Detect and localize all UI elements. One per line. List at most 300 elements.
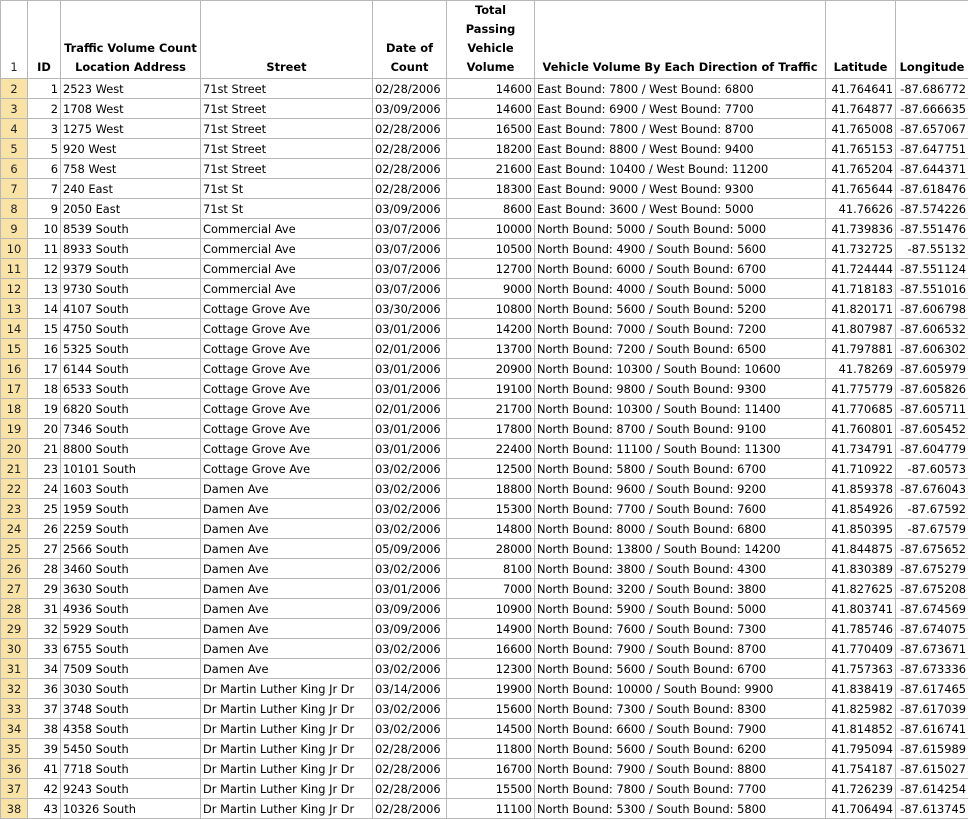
table-row[interactable] <box>1 719 968 739</box>
table-row[interactable] <box>1 439 968 459</box>
cell-id[interactable]: 7 <box>28 179 61 199</box>
cell-longitude[interactable]: -87.616741 <box>896 719 968 739</box>
cell-latitude[interactable]: 41.785746 <box>826 619 896 639</box>
cell-volume[interactable]: 17800 <box>447 419 535 439</box>
cell-direction[interactable]: North Bound: 9800 / South Bound: 9300 <box>535 379 826 399</box>
table-row[interactable] <box>1 579 968 599</box>
table-row[interactable] <box>1 639 968 659</box>
row-header[interactable]: 27 <box>1 579 28 599</box>
cell-address[interactable]: 240 East <box>61 179 201 199</box>
cell-date[interactable]: 03/02/2006 <box>373 659 447 679</box>
cell-date[interactable]: 03/01/2006 <box>373 379 447 399</box>
cell-direction[interactable]: North Bound: 5600 / South Bound: 5200 <box>535 299 826 319</box>
cell-date[interactable]: 03/09/2006 <box>373 99 447 119</box>
cell-direction[interactable]: North Bound: 7300 / South Bound: 8300 <box>535 699 826 719</box>
cell-latitude[interactable]: 41.803741 <box>826 599 896 619</box>
cell-id[interactable]: 19 <box>28 399 61 419</box>
cell-longitude[interactable]: -87.614254 <box>896 779 968 799</box>
cell-longitude[interactable]: -87.617039 <box>896 699 968 719</box>
cell-date[interactable]: 03/07/2006 <box>373 259 447 279</box>
cell-direction[interactable]: North Bound: 8000 / South Bound: 6800 <box>535 519 826 539</box>
cell-latitude[interactable]: 41.706494 <box>826 799 896 819</box>
cell-id[interactable]: 24 <box>28 479 61 499</box>
cell-volume[interactable]: 7000 <box>447 579 535 599</box>
row-header[interactable]: 29 <box>1 619 28 639</box>
cell-street[interactable]: Dr Martin Luther King Jr Dr <box>201 799 373 819</box>
column-header-longitude[interactable]: Longitude <box>896 1 968 79</box>
cell-id[interactable]: 10 <box>28 219 61 239</box>
cell-date[interactable]: 05/09/2006 <box>373 539 447 559</box>
cell-latitude[interactable]: 41.770685 <box>826 399 896 419</box>
cell-street[interactable]: Cottage Grove Ave <box>201 359 373 379</box>
cell-date[interactable]: 03/01/2006 <box>373 419 447 439</box>
row-header[interactable]: 34 <box>1 719 28 739</box>
cell-volume[interactable]: 8100 <box>447 559 535 579</box>
cell-latitude[interactable]: 41.765644 <box>826 179 896 199</box>
row-header[interactable]: 37 <box>1 779 28 799</box>
cell-latitude[interactable]: 41.775779 <box>826 379 896 399</box>
cell-street[interactable]: Dr Martin Luther King Jr Dr <box>201 759 373 779</box>
table-row[interactable] <box>1 319 968 339</box>
column-header-address[interactable]: Traffic Volume Count Location Address <box>61 1 201 79</box>
table-row[interactable] <box>1 659 968 679</box>
cell-date[interactable]: 03/02/2006 <box>373 499 447 519</box>
row-header[interactable]: 38 <box>1 799 28 819</box>
cell-direction[interactable]: North Bound: 10000 / South Bound: 9900 <box>535 679 826 699</box>
cell-date[interactable]: 02/28/2006 <box>373 799 447 819</box>
row-header[interactable]: 12 <box>1 279 28 299</box>
cell-street[interactable]: 71st Street <box>201 119 373 139</box>
cell-address[interactable]: 5325 South <box>61 339 201 359</box>
cell-address[interactable]: 3748 South <box>61 699 201 719</box>
cell-latitude[interactable]: 41.764641 <box>826 79 896 99</box>
cell-street[interactable]: Dr Martin Luther King Jr Dr <box>201 679 373 699</box>
cell-volume[interactable]: 28000 <box>447 539 535 559</box>
cell-street[interactable]: Cottage Grove Ave <box>201 459 373 479</box>
cell-address[interactable]: 5450 South <box>61 739 201 759</box>
cell-direction[interactable]: East Bound: 8800 / West Bound: 9400 <box>535 139 826 159</box>
table-row[interactable] <box>1 419 968 439</box>
table-row[interactable] <box>1 499 968 519</box>
table-row[interactable] <box>1 159 968 179</box>
cell-address[interactable]: 1708 West <box>61 99 201 119</box>
cell-latitude[interactable]: 41.734791 <box>826 439 896 459</box>
table-row[interactable] <box>1 279 968 299</box>
row-header[interactable]: 16 <box>1 359 28 379</box>
table-row[interactable] <box>1 459 968 479</box>
cell-latitude[interactable]: 41.765008 <box>826 119 896 139</box>
row-header[interactable]: 5 <box>1 139 28 159</box>
cell-direction[interactable]: North Bound: 10300 / South Bound: 11400 <box>535 399 826 419</box>
row-header[interactable]: 14 <box>1 319 28 339</box>
cell-latitude[interactable]: 41.770409 <box>826 639 896 659</box>
cell-longitude[interactable]: -87.675279 <box>896 559 968 579</box>
table-row[interactable] <box>1 239 968 259</box>
table-row[interactable] <box>1 799 968 819</box>
row-header[interactable]: 2 <box>1 79 28 99</box>
cell-id[interactable]: 42 <box>28 779 61 799</box>
cell-direction[interactable]: North Bound: 3200 / South Bound: 3800 <box>535 579 826 599</box>
cell-volume[interactable]: 14900 <box>447 619 535 639</box>
cell-id[interactable]: 16 <box>28 339 61 359</box>
cell-date[interactable]: 03/02/2006 <box>373 699 447 719</box>
cell-direction[interactable]: North Bound: 5600 / South Bound: 6200 <box>535 739 826 759</box>
cell-street[interactable]: Damen Ave <box>201 539 373 559</box>
cell-direction[interactable]: North Bound: 6000 / South Bound: 6700 <box>535 259 826 279</box>
cell-address[interactable]: 3630 South <box>61 579 201 599</box>
cell-street[interactable]: Commercial Ave <box>201 219 373 239</box>
cell-volume[interactable]: 10800 <box>447 299 535 319</box>
cell-longitude[interactable]: -87.674075 <box>896 619 968 639</box>
table-row[interactable] <box>1 219 968 239</box>
cell-id[interactable]: 14 <box>28 299 61 319</box>
table-row[interactable] <box>1 259 968 279</box>
cell-longitude[interactable]: -87.605452 <box>896 419 968 439</box>
cell-street[interactable]: 71st Street <box>201 99 373 119</box>
cell-street[interactable]: 71st Street <box>201 79 373 99</box>
row-header[interactable]: 9 <box>1 219 28 239</box>
cell-id[interactable]: 12 <box>28 259 61 279</box>
cell-direction[interactable]: North Bound: 4900 / South Bound: 5600 <box>535 239 826 259</box>
row-header[interactable]: 21 <box>1 459 28 479</box>
cell-direction[interactable]: East Bound: 7800 / West Bound: 6800 <box>535 79 826 99</box>
cell-address[interactable]: 7346 South <box>61 419 201 439</box>
cell-date[interactable]: 03/02/2006 <box>373 459 447 479</box>
cell-id[interactable]: 21 <box>28 439 61 459</box>
table-row[interactable] <box>1 759 968 779</box>
cell-id[interactable]: 38 <box>28 719 61 739</box>
cell-latitude[interactable]: 41.830389 <box>826 559 896 579</box>
cell-latitude[interactable]: 41.726239 <box>826 779 896 799</box>
cell-latitude[interactable]: 41.795094 <box>826 739 896 759</box>
cell-latitude[interactable]: 41.764877 <box>826 99 896 119</box>
cell-id[interactable]: 27 <box>28 539 61 559</box>
cell-address[interactable]: 4358 South <box>61 719 201 739</box>
cell-date[interactable]: 03/14/2006 <box>373 679 447 699</box>
cell-address[interactable]: 1603 South <box>61 479 201 499</box>
cell-street[interactable]: Commercial Ave <box>201 239 373 259</box>
cell-id[interactable]: 29 <box>28 579 61 599</box>
cell-street[interactable]: Damen Ave <box>201 659 373 679</box>
cell-latitude[interactable]: 41.797881 <box>826 339 896 359</box>
table-row[interactable] <box>1 99 968 119</box>
cell-latitude[interactable]: 41.739836 <box>826 219 896 239</box>
cell-latitude[interactable]: 41.78269 <box>826 359 896 379</box>
cell-longitude[interactable]: -87.615027 <box>896 759 968 779</box>
cell-street[interactable]: Damen Ave <box>201 479 373 499</box>
row-header[interactable]: 35 <box>1 739 28 759</box>
row-header[interactable]: 28 <box>1 599 28 619</box>
cell-id[interactable]: 3 <box>28 119 61 139</box>
cell-date[interactable]: 03/07/2006 <box>373 219 447 239</box>
cell-latitude[interactable]: 41.838419 <box>826 679 896 699</box>
cell-volume[interactable]: 14500 <box>447 719 535 739</box>
cell-direction[interactable]: North Bound: 5000 / South Bound: 5000 <box>535 219 826 239</box>
cell-direction[interactable]: East Bound: 9000 / West Bound: 9300 <box>535 179 826 199</box>
cell-address[interactable]: 6755 South <box>61 639 201 659</box>
cell-address[interactable]: 8800 South <box>61 439 201 459</box>
cell-latitude[interactable]: 41.754187 <box>826 759 896 779</box>
cell-latitude[interactable]: 41.710922 <box>826 459 896 479</box>
cell-address[interactable]: 2050 East <box>61 199 201 219</box>
table-row[interactable] <box>1 679 968 699</box>
table-row[interactable] <box>1 559 968 579</box>
cell-longitude[interactable]: -87.606532 <box>896 319 968 339</box>
cell-id[interactable]: 15 <box>28 319 61 339</box>
cell-address[interactable]: 1959 South <box>61 499 201 519</box>
cell-address[interactable]: 2523 West <box>61 79 201 99</box>
cell-street[interactable]: Cottage Grove Ave <box>201 299 373 319</box>
cell-date[interactable]: 02/01/2006 <box>373 339 447 359</box>
table-row[interactable] <box>1 739 968 759</box>
row-header[interactable]: 7 <box>1 179 28 199</box>
cell-longitude[interactable]: -87.613745 <box>896 799 968 819</box>
cell-longitude[interactable]: -87.67579 <box>896 519 968 539</box>
cell-volume[interactable]: 22400 <box>447 439 535 459</box>
cell-direction[interactable]: East Bound: 3600 / West Bound: 5000 <box>535 199 826 219</box>
cell-date[interactable]: 02/28/2006 <box>373 139 447 159</box>
row-header[interactable]: 26 <box>1 559 28 579</box>
cell-longitude[interactable]: -87.605826 <box>896 379 968 399</box>
cell-volume[interactable]: 19100 <box>447 379 535 399</box>
table-row[interactable] <box>1 539 968 559</box>
row-header[interactable]: 24 <box>1 519 28 539</box>
cell-volume[interactable]: 12700 <box>447 259 535 279</box>
cell-volume[interactable]: 14600 <box>447 79 535 99</box>
cell-street[interactable]: Damen Ave <box>201 559 373 579</box>
column-header-volume[interactable]: Total Passing Vehicle Volume <box>447 1 535 79</box>
cell-volume[interactable]: 13700 <box>447 339 535 359</box>
cell-address[interactable]: 6533 South <box>61 379 201 399</box>
cell-address[interactable]: 8933 South <box>61 239 201 259</box>
cell-id[interactable]: 6 <box>28 159 61 179</box>
table-row[interactable] <box>1 79 968 99</box>
cell-date[interactable]: 03/30/2006 <box>373 299 447 319</box>
column-header-street[interactable]: Street <box>201 1 373 79</box>
cell-latitude[interactable]: 41.844875 <box>826 539 896 559</box>
cell-date[interactable]: 02/28/2006 <box>373 739 447 759</box>
cell-address[interactable]: 5929 South <box>61 619 201 639</box>
cell-street[interactable]: 71st St <box>201 179 373 199</box>
cell-latitude[interactable]: 41.765204 <box>826 159 896 179</box>
cell-id[interactable]: 26 <box>28 519 61 539</box>
cell-longitude[interactable]: -87.674569 <box>896 599 968 619</box>
cell-street[interactable]: Cottage Grove Ave <box>201 419 373 439</box>
cell-address[interactable]: 6820 South <box>61 399 201 419</box>
cell-volume[interactable]: 21600 <box>447 159 535 179</box>
cell-id[interactable]: 2 <box>28 99 61 119</box>
cell-date[interactable]: 03/07/2006 <box>373 239 447 259</box>
cell-volume[interactable]: 15600 <box>447 699 535 719</box>
cell-direction[interactable]: North Bound: 5600 / South Bound: 6700 <box>535 659 826 679</box>
row-header[interactable]: 6 <box>1 159 28 179</box>
cell-latitude[interactable]: 41.724444 <box>826 259 896 279</box>
cell-volume[interactable]: 18200 <box>447 139 535 159</box>
cell-latitude[interactable]: 41.76626 <box>826 199 896 219</box>
cell-id[interactable]: 36 <box>28 679 61 699</box>
cell-direction[interactable]: North Bound: 9600 / South Bound: 9200 <box>535 479 826 499</box>
table-row[interactable] <box>1 619 968 639</box>
table-row[interactable] <box>1 399 968 419</box>
cell-address[interactable]: 6144 South <box>61 359 201 379</box>
cell-address[interactable]: 10101 South <box>61 459 201 479</box>
cell-id[interactable]: 39 <box>28 739 61 759</box>
cell-address[interactable]: 2259 South <box>61 519 201 539</box>
table-row[interactable] <box>1 479 968 499</box>
column-header-id[interactable]: ID <box>28 1 61 79</box>
cell-id[interactable]: 18 <box>28 379 61 399</box>
cell-id[interactable]: 33 <box>28 639 61 659</box>
cell-id[interactable]: 34 <box>28 659 61 679</box>
cell-id[interactable]: 32 <box>28 619 61 639</box>
cell-address[interactable]: 4107 South <box>61 299 201 319</box>
cell-date[interactable]: 03/01/2006 <box>373 579 447 599</box>
cell-latitude[interactable]: 41.820171 <box>826 299 896 319</box>
cell-street[interactable]: Cottage Grove Ave <box>201 379 373 399</box>
cell-address[interactable]: 8539 South <box>61 219 201 239</box>
cell-date[interactable]: 02/28/2006 <box>373 119 447 139</box>
row-header[interactable]: 36 <box>1 759 28 779</box>
table-row[interactable] <box>1 779 968 799</box>
cell-latitude[interactable]: 41.807987 <box>826 319 896 339</box>
table-row[interactable] <box>1 379 968 399</box>
cell-longitude[interactable]: -87.551016 <box>896 279 968 299</box>
cell-date[interactable]: 02/28/2006 <box>373 179 447 199</box>
cell-latitude[interactable]: 41.859378 <box>826 479 896 499</box>
cell-street[interactable]: Damen Ave <box>201 619 373 639</box>
cell-longitude[interactable]: -87.617465 <box>896 679 968 699</box>
cell-date[interactable]: 02/28/2006 <box>373 759 447 779</box>
cell-direction[interactable]: North Bound: 10300 / South Bound: 10600 <box>535 359 826 379</box>
cell-street[interactable]: 71st St <box>201 199 373 219</box>
row-header[interactable]: 25 <box>1 539 28 559</box>
row-header[interactable]: 8 <box>1 199 28 219</box>
cell-longitude[interactable]: -87.676043 <box>896 479 968 499</box>
cell-volume[interactable]: 15500 <box>447 779 535 799</box>
cell-id[interactable]: 20 <box>28 419 61 439</box>
row-header-1[interactable]: 1 <box>1 1 28 79</box>
cell-longitude[interactable]: -87.551476 <box>896 219 968 239</box>
cell-longitude[interactable]: -87.673336 <box>896 659 968 679</box>
cell-id[interactable]: 43 <box>28 799 61 819</box>
cell-volume[interactable]: 10000 <box>447 219 535 239</box>
cell-longitude[interactable]: -87.673671 <box>896 639 968 659</box>
cell-longitude[interactable]: -87.551124 <box>896 259 968 279</box>
cell-longitude[interactable]: -87.604779 <box>896 439 968 459</box>
cell-direction[interactable]: East Bound: 10400 / West Bound: 11200 <box>535 159 826 179</box>
cell-longitude[interactable]: -87.67592 <box>896 499 968 519</box>
table-row[interactable] <box>1 339 968 359</box>
cell-address[interactable]: 1275 West <box>61 119 201 139</box>
row-header[interactable]: 22 <box>1 479 28 499</box>
cell-street[interactable]: Dr Martin Luther King Jr Dr <box>201 719 373 739</box>
cell-date[interactable]: 02/28/2006 <box>373 159 447 179</box>
cell-id[interactable]: 31 <box>28 599 61 619</box>
column-header-latitude[interactable]: Latitude <box>826 1 896 79</box>
cell-volume[interactable]: 12300 <box>447 659 535 679</box>
cell-street[interactable]: Damen Ave <box>201 499 373 519</box>
cell-direction[interactable]: North Bound: 7000 / South Bound: 7200 <box>535 319 826 339</box>
table-row[interactable] <box>1 699 968 719</box>
cell-volume[interactable]: 9000 <box>447 279 535 299</box>
cell-date[interactable]: 03/02/2006 <box>373 479 447 499</box>
cell-id[interactable]: 17 <box>28 359 61 379</box>
cell-direction[interactable]: North Bound: 4000 / South Bound: 5000 <box>535 279 826 299</box>
cell-latitude[interactable]: 41.850395 <box>826 519 896 539</box>
cell-direction[interactable]: North Bound: 3800 / South Bound: 4300 <box>535 559 826 579</box>
cell-longitude[interactable]: -87.55132 <box>896 239 968 259</box>
cell-longitude[interactable]: -87.675652 <box>896 539 968 559</box>
cell-date[interactable]: 03/02/2006 <box>373 639 447 659</box>
cell-longitude[interactable]: -87.574226 <box>896 199 968 219</box>
row-header[interactable]: 19 <box>1 419 28 439</box>
cell-volume[interactable]: 21700 <box>447 399 535 419</box>
cell-id[interactable]: 1 <box>28 79 61 99</box>
cell-direction[interactable]: North Bound: 8700 / South Bound: 9100 <box>535 419 826 439</box>
row-header[interactable]: 17 <box>1 379 28 399</box>
cell-address[interactable]: 9730 South <box>61 279 201 299</box>
cell-street[interactable]: Damen Ave <box>201 519 373 539</box>
cell-date[interactable]: 03/02/2006 <box>373 719 447 739</box>
row-header[interactable]: 15 <box>1 339 28 359</box>
cell-direction[interactable]: North Bound: 7600 / South Bound: 7300 <box>535 619 826 639</box>
cell-id[interactable]: 23 <box>28 459 61 479</box>
cell-address[interactable]: 7509 South <box>61 659 201 679</box>
cell-longitude[interactable]: -87.606302 <box>896 339 968 359</box>
table-row[interactable] <box>1 119 968 139</box>
cell-date[interactable]: 02/28/2006 <box>373 779 447 799</box>
cell-longitude[interactable]: -87.657067 <box>896 119 968 139</box>
row-header[interactable]: 18 <box>1 399 28 419</box>
cell-id[interactable]: 25 <box>28 499 61 519</box>
cell-id[interactable]: 41 <box>28 759 61 779</box>
cell-date[interactable]: 03/09/2006 <box>373 199 447 219</box>
cell-date[interactable]: 02/01/2006 <box>373 399 447 419</box>
cell-longitude[interactable]: -87.675208 <box>896 579 968 599</box>
table-row[interactable] <box>1 359 968 379</box>
cell-latitude[interactable]: 41.765153 <box>826 139 896 159</box>
cell-street[interactable]: Damen Ave <box>201 639 373 659</box>
row-header[interactable]: 11 <box>1 259 28 279</box>
cell-street[interactable]: 71st Street <box>201 159 373 179</box>
table-row[interactable] <box>1 139 968 159</box>
cell-longitude[interactable]: -87.618476 <box>896 179 968 199</box>
cell-volume[interactable]: 14800 <box>447 519 535 539</box>
cell-volume[interactable]: 15300 <box>447 499 535 519</box>
cell-id[interactable]: 11 <box>28 239 61 259</box>
row-header[interactable]: 31 <box>1 659 28 679</box>
row-header[interactable]: 13 <box>1 299 28 319</box>
cell-date[interactable]: 03/09/2006 <box>373 599 447 619</box>
cell-volume[interactable]: 18300 <box>447 179 535 199</box>
cell-direction[interactable]: North Bound: 13800 / South Bound: 14200 <box>535 539 826 559</box>
cell-date[interactable]: 02/28/2006 <box>373 79 447 99</box>
table-row[interactable] <box>1 599 968 619</box>
cell-volume[interactable]: 20900 <box>447 359 535 379</box>
cell-longitude[interactable]: -87.647751 <box>896 139 968 159</box>
row-header[interactable]: 33 <box>1 699 28 719</box>
cell-volume[interactable]: 10500 <box>447 239 535 259</box>
cell-direction[interactable]: North Bound: 7900 / South Bound: 8700 <box>535 639 826 659</box>
row-header[interactable]: 23 <box>1 499 28 519</box>
cell-volume[interactable]: 16700 <box>447 759 535 779</box>
cell-volume[interactable]: 14600 <box>447 99 535 119</box>
cell-volume[interactable]: 8600 <box>447 199 535 219</box>
cell-volume[interactable]: 12500 <box>447 459 535 479</box>
cell-street[interactable]: Dr Martin Luther King Jr Dr <box>201 779 373 799</box>
cell-longitude[interactable]: -87.606798 <box>896 299 968 319</box>
table-row[interactable] <box>1 299 968 319</box>
